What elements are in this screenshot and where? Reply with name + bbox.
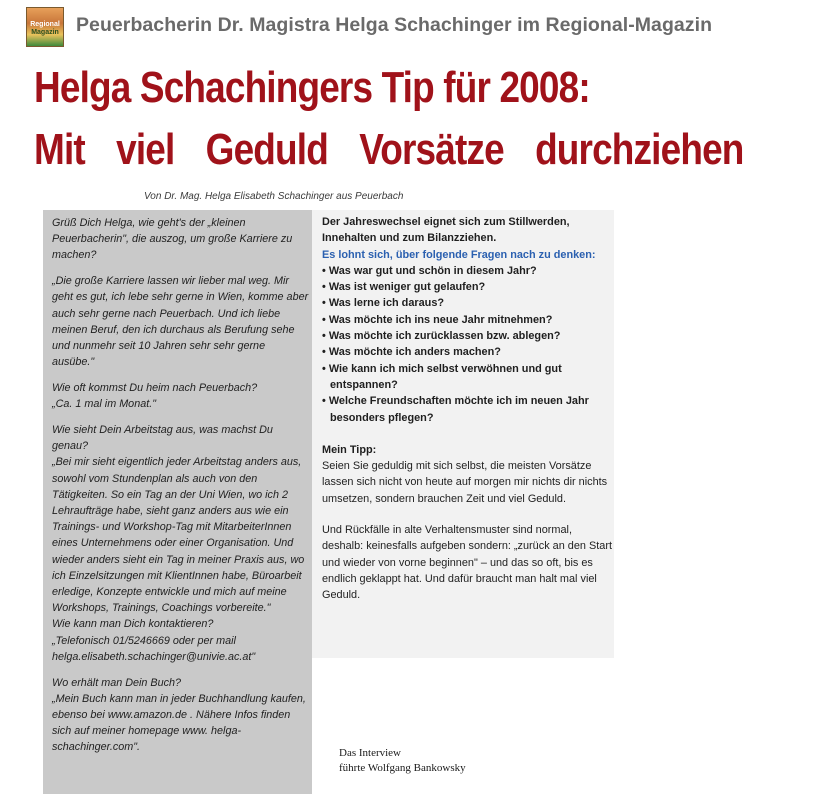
header-title: Peuerbacherin Dr. Magistra Helga Schachinger im Regional-Magazin	[76, 14, 713, 36]
interview-answer: „Ca. 1 mal im Monat."	[52, 398, 157, 411]
regional-magazin-logo	[26, 7, 64, 47]
logo-line-2: Magazin	[31, 29, 59, 36]
question-item: • Wie kann ich mich selbst verwöhnen und gut entspannen?	[322, 361, 612, 394]
question-list	[322, 263, 612, 426]
interview-answer: „Die große Karriere lassen wir lieber mal weg. Mir geht es gut, ich lebe sehr gerne in Wien, komme aber auch sehr gerne nach Peuerbach. Und ich liebe meinen Beruf, den ich durchaus als Berufung sehe und nunmehr seit 10 Jahren sehr sehr gerne ausübe."	[52, 275, 309, 369]
question-item: • Was war gut und schön in diesem Jahr?	[322, 263, 612, 279]
interview-answer: „Telefonisch 01/5246669 oder per mail helga.elisabeth.schachinger@univie.ac.at"	[52, 634, 256, 663]
interview-column	[52, 215, 310, 765]
tip-paragraph-2: Und Rückfälle in alte Verhaltensmuster sind normal, deshalb: keinesfalls aufgeben sondern: „zurück an den Start und wieder von vorne beginnen" – und das so oft, bis es endlich geklappt hat. Und dafür braucht man halt mal viel Geduld.	[322, 524, 612, 602]
credit-line-1: Das Interview	[339, 747, 402, 759]
tip-intro: Der Jahreswechsel eignet sich zum Stillwerden, Innehalten und zum Bilanzziehen.	[322, 216, 570, 245]
interview-credit	[339, 746, 466, 776]
interview-answer: „Mein Buch kann man in jeder Buchhandlung kaufen, ebenso bei www.amazon.de . Nähere Infos finden sich auf meiner homepage www. helga-schachinger.com".	[52, 692, 306, 754]
interview-question: Wo erhält man Dein Buch?	[52, 676, 182, 689]
question-item: • Was möchte ich ins neue Jahr mitnehmen?	[322, 312, 612, 328]
tip-paragraph-1: Seien Sie geduldig mit sich selbst, die meisten Vorsätze lassen sich nicht von heute auf morgen mir nichts dir nichts umsetzen, sondern brauchen Zeit und viel Geduld.	[322, 460, 608, 505]
headline-line-2: Mit viel Geduld Vorsätze durchziehen	[34, 125, 744, 174]
question-item: • Was lerne ich daraus?	[322, 295, 612, 311]
question-item: • Welche Freundschaften möchte ich im neuen Jahr besonders pflegen?	[322, 393, 612, 426]
logo-line-1: Regional	[30, 21, 60, 28]
headline-line-1: Helga Schachingers Tip für 2008:	[34, 63, 590, 112]
credit-line-2: führte Wolfgang Bankowsky	[339, 762, 466, 774]
question-item: • Was ist weniger gut gelaufen?	[322, 279, 612, 295]
interview-question: Wie oft kommst Du heim nach Peuerbach?	[52, 382, 258, 395]
tip-column	[322, 214, 612, 604]
interview-question: Wie sieht Dein Arbeitstag aus, was machst Du genau?	[52, 424, 273, 453]
interview-question: Wie kann man Dich kontaktieren?	[52, 618, 214, 631]
interview-answer: „Bei mir sieht eigentlich jeder Arbeitstag anders aus, sowohl vom Stundenplan als auch von den Tätigkeiten. So ein Tag an der Uni Wien, wo ich 2 Lehraufträge habe, sieht ganz anders aus wie ein Trainings- und Workshop-Tag mit MitarbeiterInnen eines Unternehmens oder einer Organisation. Und wieder anders sieht ein Tag in meiner Praxis aus, wo ich Einzelsitzungen mit KlientInnen habe, Büroarbeit erledige, Konzepte entwickle und mich auf meine Workshops, Trainings, Coachings vorbereite."	[52, 456, 305, 615]
tip-heading: Mein Tipp:	[322, 443, 377, 456]
question-item: • Was möchte ich anders machen?	[322, 344, 612, 360]
question-item: • Was möchte ich zurücklassen bzw. ablegen?	[322, 328, 612, 344]
tip-intro-highlight: Es lohnt sich, über folgende Fragen nach zu denken:	[322, 248, 596, 261]
byline: Von Dr. Mag. Helga Elisabeth Schachinger aus Peuerbach	[144, 191, 404, 202]
interview-question: Grüß Dich Helga, wie geht's der „kleinen Peuerbacherin", die auszog, um große Karriere zu machen?	[52, 217, 293, 262]
